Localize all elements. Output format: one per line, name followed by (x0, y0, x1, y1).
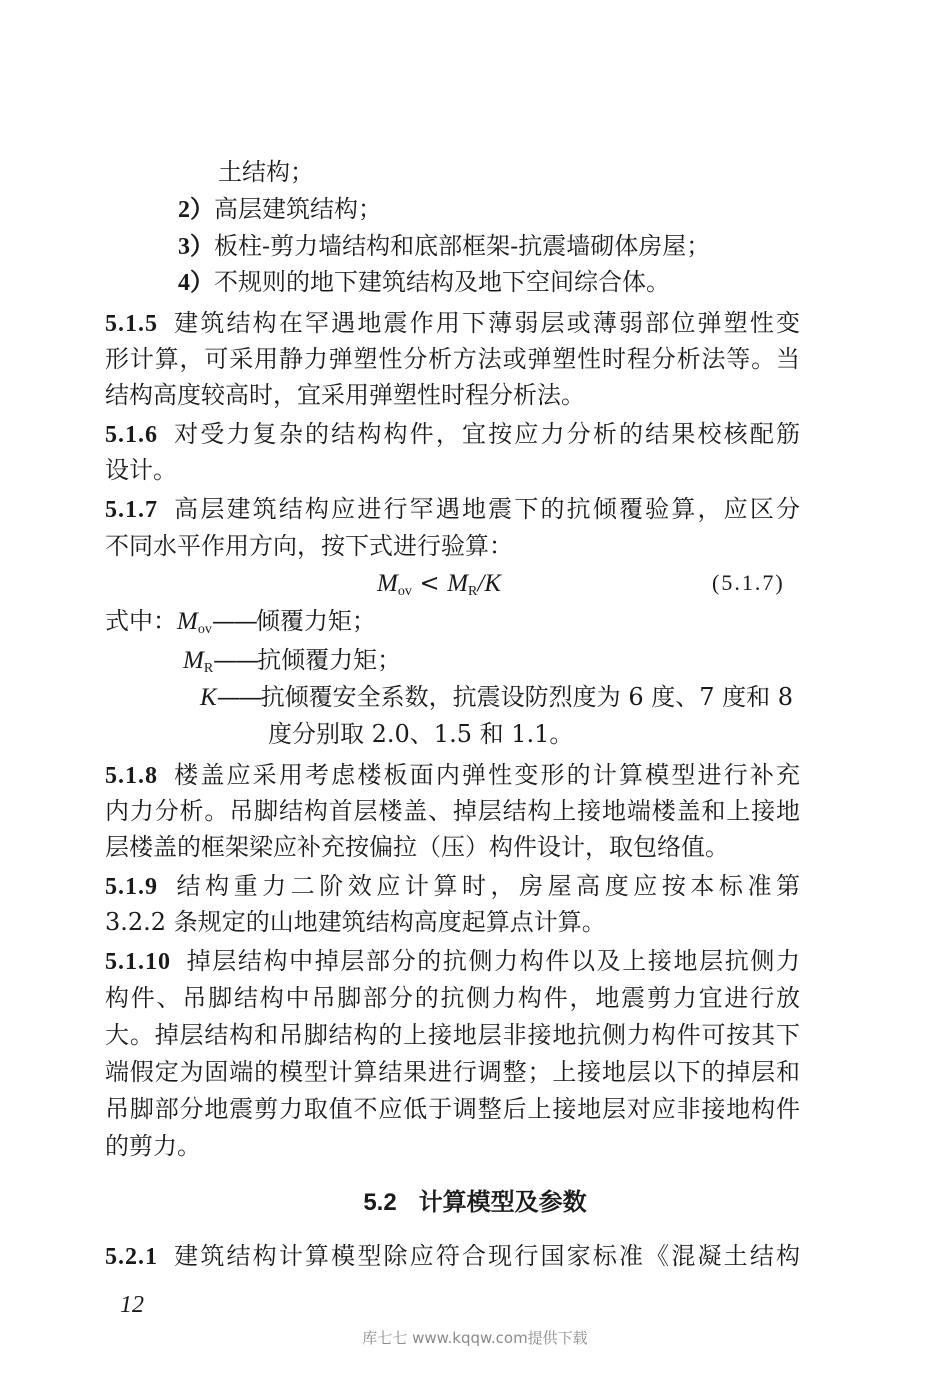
clause-line: 形计算，可采用静力弹塑性分析方法或弹塑性时程分析法等。当 (105, 345, 800, 373)
clause-text: 结构重力二阶效应计算时，房屋高度应按本标准第 (172, 872, 800, 900)
clause-5-1-10 (105, 943, 800, 980)
clause-text: 建筑结构计算模型除应符合现行国家标准《混凝土结构 (172, 1242, 800, 1270)
section-title-text: 计算模型及参数 (418, 1188, 587, 1216)
clause-number: 5.1.10 (105, 949, 171, 975)
clause-5-1-8 (105, 757, 800, 794)
clause-5-1-5 (105, 305, 800, 342)
clause-line: 构件、吊脚结构中吊脚部分的抗侧力构件，地震剪力宜进行放 (105, 984, 800, 1012)
where-dash: —— (213, 646, 258, 674)
clause-number: 5.1.7 (105, 497, 158, 523)
list-continuation: 土结构； (218, 158, 314, 186)
watermark: 库七七 www.kqqw.com提供下载 (362, 1329, 588, 1347)
clause-line: 层楼盖的框架梁应补充按偏拉（压）构件设计，取包络值。 (105, 833, 729, 861)
formula-subscript: ov (397, 584, 412, 599)
section-number: 5.2 (363, 1189, 397, 1216)
clause-line: 不同水平作用方向，按下式进行验算： (105, 532, 513, 560)
clause-line: 大。掉层结构和吊脚结构的上接地层非接地抗侧力构件可按其下 (105, 1021, 800, 1049)
clause-number: 5.1.9 (105, 874, 158, 900)
clause-5-1-6 (105, 416, 800, 453)
list-item (178, 264, 670, 301)
where-desc: 抗倾覆安全系数，抗震设防烈度为 6 度、7 度和 8 (260, 683, 794, 711)
where-symbol: M (177, 608, 198, 635)
list-item (178, 191, 382, 228)
clause-text: 掉层结构中掉层部分的抗侧力构件以及上接地层抗侧力 (185, 947, 800, 975)
list-item-number: 4） (178, 270, 214, 296)
clause-5-1-9 (105, 868, 800, 905)
formula-operator: < (411, 569, 448, 597)
clause-number: 5.1.8 (105, 763, 158, 789)
list-item-text: 板柱-剪力墙结构和底部框架-抗震墙砌体房屋； (214, 232, 711, 260)
where-subscript: ov (197, 622, 212, 637)
clause-text: 对受力复杂的结构构件，宜按应力分析的结果校核配筋 (172, 420, 800, 448)
section-heading (0, 1184, 950, 1221)
where-item (200, 679, 793, 716)
where-dash: —— (211, 607, 256, 635)
formula (377, 565, 501, 610)
formula-division: / (477, 570, 485, 597)
where-desc-continuation: 度分别取 2.0、1.5 和 1.1。 (268, 720, 574, 748)
formula-subscript: R (468, 584, 478, 599)
formula-symbol: M (377, 570, 398, 597)
clause-5-2-1 (105, 1238, 800, 1275)
clause-line: 的剪力。 (105, 1132, 201, 1160)
clause-text: 高层建筑结构应进行罕遇地震下的抗倾覆验算，应区分 (172, 495, 800, 523)
clause-line: 设计。 (105, 456, 177, 484)
clause-line: 端假定为固端的模型计算结果进行调整；上接地层以下的掉层和 (105, 1058, 800, 1086)
clause-line: 3.2.2 条规定的山地建筑结构高度起算点计算。 (105, 908, 606, 936)
clause-number: 5.1.6 (105, 422, 158, 448)
clause-line: 结构高度较高时，宜采用弹塑性时程分析法。 (105, 381, 585, 409)
where-subscript: R (203, 661, 214, 676)
list-item (178, 228, 710, 265)
clause-number: 5.1.5 (105, 311, 158, 337)
list-item-number: 2） (178, 197, 214, 223)
list-item-number: 3） (178, 234, 214, 260)
where-symbol: M (183, 647, 204, 674)
clause-line: 内力分析。吊脚结构首层楼盖、掉层结构上接地端楼盖和上接地 (105, 797, 800, 825)
clause-text: 楼盖应采用考虑楼板面内弹性变形的计算模型进行补充 (172, 761, 800, 789)
where-desc: 倾覆力矩； (255, 607, 376, 635)
page-number: 12 (120, 1292, 144, 1318)
formula-symbol: K (484, 570, 502, 597)
where-desc: 抗倾覆力矩； (257, 646, 402, 674)
list-item-text: 高层建筑结构； (214, 195, 382, 223)
where-lead: 式中： (105, 607, 177, 635)
where-symbol: K (200, 684, 217, 711)
clause-text: 建筑结构在罕遇地震作用下薄弱层或薄弱部位弹塑性变 (172, 309, 800, 337)
where-dash: —— (216, 683, 261, 711)
clause-5-1-7 (105, 491, 800, 528)
list-item-text: 不规则的地下建筑结构及地下空间综合体。 (214, 268, 670, 296)
equation-number: (5.1.7) (712, 570, 785, 595)
formula-symbol: M (447, 570, 469, 597)
clause-number: 5.2.1 (105, 1244, 158, 1270)
clause-line: 吊脚部分地震剪力取值不应低于调整后上接地层对应非接地构件 (105, 1095, 800, 1123)
